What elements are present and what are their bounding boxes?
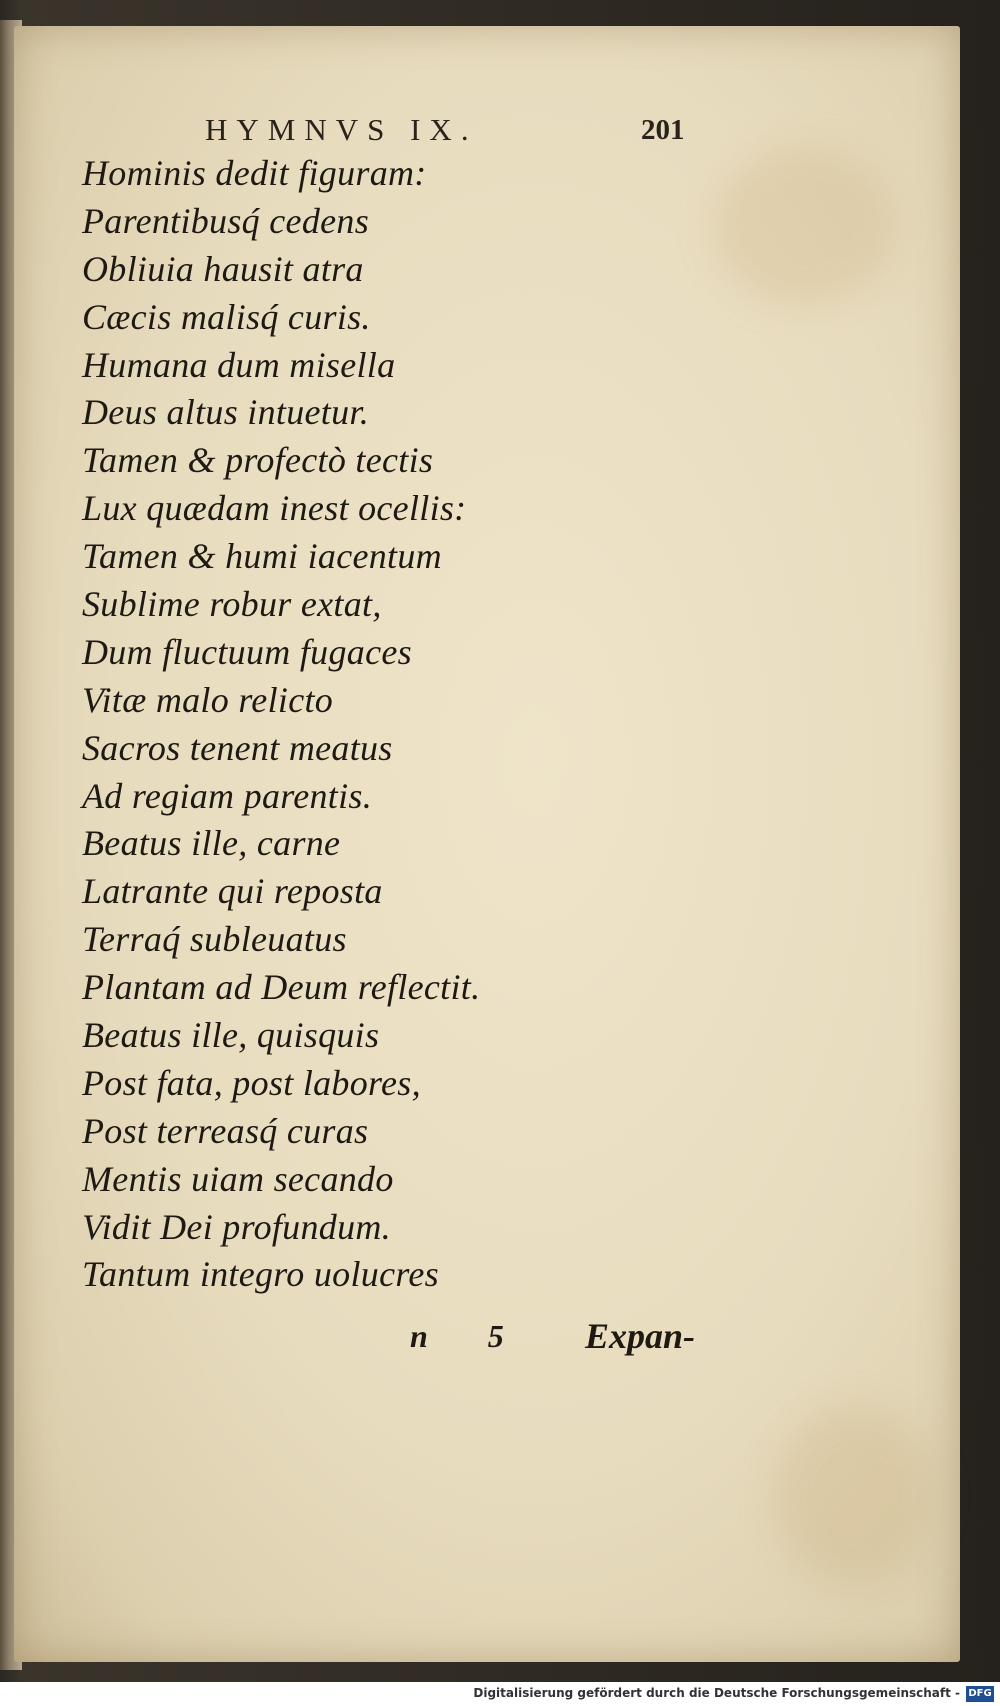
verse-line: Post fata, post labores,: [82, 1062, 421, 1103]
verse-line: Beatus ille, quisquis: [82, 1015, 380, 1056]
dfg-logo-icon: DFG: [966, 1686, 994, 1702]
running-head: HYMNVS IX.: [205, 112, 478, 147]
verse-line: Tantum integro uolucres: [82, 1254, 439, 1295]
verse-line: Dum fluctuum fugaces: [82, 631, 412, 672]
verse-line: Sacros tenent meatus: [82, 727, 393, 768]
verse-line: Terraq́ subleuatus: [82, 919, 347, 960]
verse-line: Cæcis malisq́ curis.: [82, 296, 371, 337]
verse-line: Sublime robur extat,: [82, 584, 382, 625]
page-number: 201: [641, 114, 685, 146]
digitization-footer: [0, 1682, 1000, 1706]
verse-line: Latrante qui reposta: [82, 871, 383, 912]
verse-line: Humana dum misella: [82, 344, 396, 385]
paper-stain: [714, 146, 894, 306]
verse-line: Parentibusq́ cedens: [82, 200, 370, 241]
funding-credit: Digitalisierung gefördert durch die Deutsche Forschungsgemeinschaft -: [473, 1686, 960, 1700]
verse-line: Tamen & profectò tectis: [82, 440, 434, 481]
verse-line: Vidit Dei profundum.: [82, 1206, 391, 1247]
verse-line: Deus altus intuetur.: [82, 392, 370, 433]
verse-line: Lux quædam inest ocellis:: [82, 488, 467, 529]
verse-line: Obliuia hausit atra: [82, 248, 364, 289]
catchword: Expan-: [585, 1316, 696, 1356]
verse-line: Tamen & humi iacentum: [82, 536, 442, 577]
verse-line: Beatus ille, carne: [82, 823, 341, 864]
verse-line: Vitæ malo relicto: [82, 679, 334, 720]
verse-line: Plantam ad Deum reflectit.: [82, 967, 481, 1008]
verse-line: Ad regiam parentis.: [82, 775, 373, 816]
signature-mark: n 5: [410, 1318, 530, 1354]
paper-stain: [774, 1406, 934, 1586]
verse-line: Hominis dedit figuram:: [82, 153, 427, 193]
verse-text: [82, 150, 480, 1299]
verse-line: Post terreasq́ curas: [82, 1110, 369, 1151]
verse-line: Mentis uiam secando: [82, 1158, 394, 1199]
